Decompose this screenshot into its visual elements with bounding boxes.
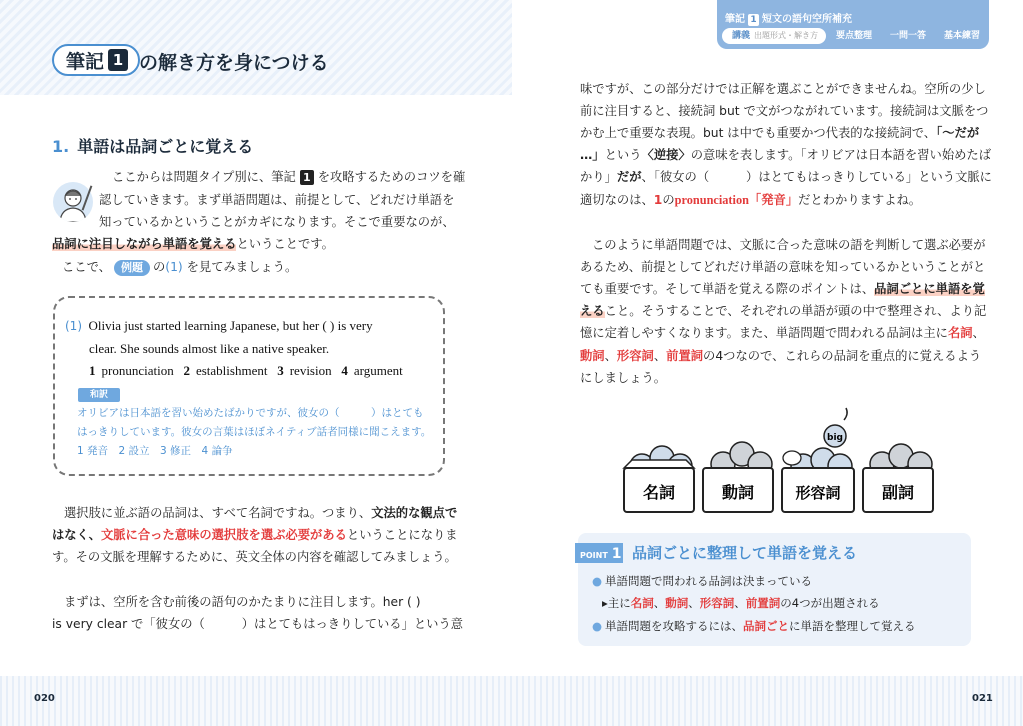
question-line-1: (1) Olivia just started learning Japanese, but her ( ) is very bbox=[65, 318, 373, 333]
svg-text:big: big bbox=[827, 433, 843, 443]
option-3: 3 revision bbox=[277, 363, 332, 378]
point-label: POINT 1 bbox=[575, 543, 623, 563]
example-question-box bbox=[53, 296, 445, 476]
r-para1-line-4: …」という〈逆接〉の意味を表します。「オリビアは日本語を習い始めたば bbox=[580, 148, 992, 162]
intro-line-3: 知っているかということがカギになります。そこで重要なのが、 bbox=[99, 215, 455, 229]
box-noun bbox=[624, 446, 694, 512]
key-phrase-red: 文脈に合った意味の選択肢を選ぶ必要がある bbox=[100, 528, 347, 542]
translation-label: 和訳 bbox=[78, 388, 120, 402]
step-lecture: 講義 出題形式・解き方 bbox=[722, 28, 826, 44]
para2-line-2: はなく、文脈に合った意味の選択肢を選ぶ必要があるということになりま bbox=[52, 528, 458, 542]
option-4: 4 argument bbox=[341, 363, 403, 378]
chapter-label: 筆記 bbox=[66, 50, 105, 73]
chapter-number: 1 bbox=[108, 49, 128, 71]
r-para2-line-2: あるため、前提としてどれだけ単語の意味を知っているかということがと bbox=[580, 260, 986, 274]
translation-line-2: はっきりしています。彼女の言葉はほぼネイティブ話者同様に聞こえます。 bbox=[77, 426, 432, 438]
para3-line-1: まずは、空所を含む前後の語句のかたまりに注目します。her ( ) bbox=[64, 595, 421, 609]
intro-line-2: 認していきます。まず単語問題は、前提として、どれだけ単語を bbox=[99, 193, 455, 207]
r-para1-line-1: 味ですが、この部分だけでは正解を選ぶことができませんね。空所の少し bbox=[580, 82, 986, 96]
box-adjective bbox=[782, 408, 854, 512]
r-para2-line-3: ても重要です。そして単語を覚える際のポイントは、品詞ごとに単語を覚 bbox=[580, 282, 985, 296]
option-2: 2 establishment bbox=[183, 363, 268, 378]
box-label-adjective: 形容詞 bbox=[795, 484, 841, 502]
chapter-tab bbox=[717, 0, 989, 49]
teacher-avatar-icon bbox=[53, 182, 93, 222]
point-bullet-3: ● 単語問題を攻略するには、品詞ごとに単語を整理して覚える bbox=[592, 619, 916, 633]
r-para2-line-6: 動詞、形容詞、前置詞の4つなので、これらの品詞を重点的に覚えるよう bbox=[580, 349, 982, 363]
intro-line-1: ここからは問題タイプ別に、筆記 1 を攻略するためのコツを確 bbox=[112, 170, 466, 184]
step-summary: 要点整理 bbox=[836, 31, 873, 41]
r-para2-line-5: 憶に定着しやすくなります。また、単語問題で問われる品詞は主に名詞、 bbox=[580, 326, 985, 340]
box-label-noun: 名詞 bbox=[642, 483, 676, 502]
point-title: 品詞ごとに整理して単語を覚える bbox=[632, 544, 858, 562]
para2-line-1: 選択肢に並ぶ語の品詞は、すべて名詞ですね。つまり、文法的な観点で bbox=[64, 506, 458, 520]
cat-icon bbox=[783, 451, 801, 465]
key-phrase: 品詞に注目しながら単語を覚える bbox=[52, 237, 237, 251]
option-1: 1 pronunciation bbox=[89, 363, 174, 378]
r-para1-line-3: かむ上で重要な表現。but は中でも重要かつ代表的な接続詞で、「〜だが bbox=[580, 126, 980, 140]
page-number-left: 020 bbox=[34, 693, 55, 704]
r-para1-line-2: 前に注目すると、接続詞 but で文がつながれています。接続詞は文脈をつ bbox=[580, 104, 989, 118]
r-para2-line-7: にしましょう。 bbox=[580, 371, 667, 385]
page-number-right: 021 bbox=[972, 693, 993, 704]
box-label-verb: 動詞 bbox=[721, 483, 755, 502]
para3-line-2: is very clear で「彼女の（ ）はとてもはっきりしている」という意 bbox=[52, 617, 464, 631]
question-number: (1) bbox=[65, 319, 82, 333]
section-title: 単語は品詞ごとに覚える bbox=[77, 137, 254, 156]
example-badge: 例題 bbox=[114, 260, 150, 276]
r-para2-line-1: このように単語問題では、文脈に合った意味の語を判断して選ぶ必要が bbox=[592, 238, 986, 252]
bullet-dot-icon: ● bbox=[592, 619, 603, 633]
box-label-adverb: 副詞 bbox=[881, 483, 915, 502]
box-adverb bbox=[863, 444, 933, 512]
point-bullet-2: ▸主に名詞、動詞、形容詞、前置詞の4つが出題される bbox=[602, 596, 880, 610]
chapter-number-inline: 1 bbox=[300, 170, 314, 185]
section-heading bbox=[52, 134, 253, 157]
para2-line-3: す。その文脈を理解するために、英文全体の内容を確認してみましょう。 bbox=[52, 550, 457, 564]
tab-steps bbox=[722, 28, 988, 44]
r-para1-line-6: 適切なのは、1のpronunciation「発音」だとわかりますよね。 bbox=[580, 193, 922, 207]
answer-highlight: pronunciation「発音」 bbox=[674, 193, 799, 207]
section-number: 1. bbox=[52, 137, 70, 156]
step-practice: 基本練習 bbox=[944, 31, 981, 41]
answer-options bbox=[89, 363, 403, 379]
question-ref: (1) bbox=[165, 260, 183, 274]
tab-title: 筆記 1 短文の語句空所補充 bbox=[725, 14, 852, 25]
translation-options: 1 発音 2 設立 3 修正 4 論争 bbox=[77, 445, 233, 457]
point-bullet-1: ● 単語問題で問われる品詞は決まっている bbox=[592, 574, 813, 588]
chapter-title: の解き方を身につける bbox=[139, 52, 329, 74]
translation-line-1: オリビアは日本語を習い始めたばかりですが、彼女の（ ）はとても bbox=[77, 407, 424, 419]
step-qa: 一問一答 bbox=[890, 31, 927, 41]
intro-line-5: ここで、 例題 の(1) を見てみましょう。 bbox=[62, 260, 298, 274]
bullet-dot-icon: ● bbox=[592, 574, 603, 588]
box-verb bbox=[703, 442, 773, 512]
parts-of-speech-boxes-illustration bbox=[620, 398, 936, 516]
triangle-icon: ▸ bbox=[602, 596, 608, 610]
r-para1-line-5: かり」だが、「彼女の（ ）はとてもはっきりしている」という文脈に bbox=[580, 170, 992, 184]
point-box bbox=[578, 533, 971, 646]
footer-band bbox=[0, 676, 1023, 726]
intro-line-4: 品詞に注目しながら単語を覚えるということです。 bbox=[52, 237, 334, 251]
question-line-2: clear. She sounds almost like a native speaker. bbox=[89, 341, 330, 356]
chapter-badge bbox=[52, 44, 140, 76]
r-para2-line-4: えること。そうすることで、それぞれの単語が頭の中で整理され、より記 bbox=[580, 304, 987, 318]
